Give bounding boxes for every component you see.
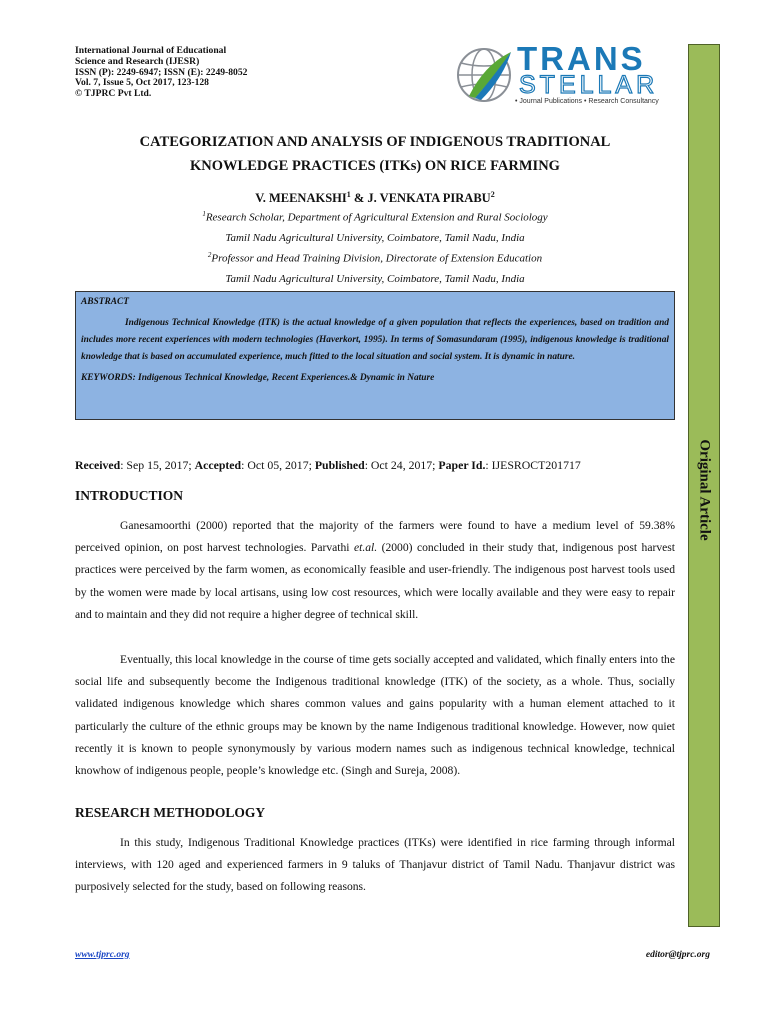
affiliation2-line1 (75, 251, 675, 265)
author1-sup: 1 (346, 190, 351, 199)
paper-id: : IJESROCT201717 (485, 458, 581, 472)
author2-name: & J. VENKATA PIRABU (350, 191, 491, 206)
paragraph-3: In this study, Indigenous Traditional Knowledge practices (ITKs) were identified in rice farming through informal interviews, with 120 aged and experienced farmers in 9 taluks of Thanjavur district of Tamil Nadu. Thanjavur district was purposively selected for the study, based on following reasons. (75, 836, 675, 894)
paper-title-line1: CATEGORIZATION AND ANALYSIS OF INDIGENOUS TRADITIONAL (139, 134, 611, 150)
logo-tagline: • Journal Publications • Research Consultancy (515, 98, 659, 105)
journal-name-line2: Science and Research (IJESR) (75, 55, 200, 67)
affiliation2-text: Professor and Head Training Division, Directorate of Extension Education (211, 252, 543, 265)
journal-info (75, 46, 247, 100)
footer-email: editor@tjprc.org (645, 950, 710, 960)
affiliation1-line2: Tamil Nadu Agricultural University, Coimbatore, Tamil Nadu, India (225, 232, 525, 244)
logo-word-trans: TRANS (517, 40, 646, 77)
globe-icon (455, 46, 513, 104)
paper-title-line2: KNOWLEDGE PRACTICES (ITKs) ON RICE FARMING (190, 158, 560, 174)
affiliation2-sup: 2 (207, 251, 212, 259)
received-date: : Sep 15, 2017; (120, 458, 195, 472)
author2-sup: 2 (490, 190, 495, 199)
published-date: : Oct 24, 2017; (364, 458, 439, 472)
journal-volume: Vol. 7, Issue 5, Oct 2017, 123-128 (75, 77, 209, 89)
paragraph-1-part-b: (2000) concluded in their study that, indigenous post harvest practices were perceived by the farm women, as economically feasible and user-friendly. The indigenous post harvest tools used by the women were made by local artisans, using low cost resources, which were locally available and they were easy to repair and to maintain and they did not require a higher degree of technical skill. (75, 541, 675, 621)
abstract-box (75, 291, 675, 420)
journal-name-line1: International Journal of Educational (75, 45, 227, 56)
logo-word-stellar: STELLAR (519, 71, 659, 99)
affiliation2-line2: Tamil Nadu Agricultural University, Coimbatore, Tamil Nadu, India (225, 273, 525, 285)
accepted-date: : Oct 05, 2017; (241, 458, 315, 472)
affiliation1-sup: 1 (202, 210, 206, 218)
journal-issn: ISSN (P): 2249-6947; ISSN (E): 2249-8052 (75, 66, 248, 78)
section-heading-introduction: INTRODUCTION (75, 488, 184, 503)
section-heading-methodology: RESEARCH METHODOLOGY (75, 805, 266, 820)
affiliation1-text: Research Scholar, Department of Agricultural Extension and Rural Sociology (205, 211, 548, 224)
paper-id-label: Paper Id. (438, 458, 486, 472)
abstract-heading: ABSTRACT (81, 297, 129, 307)
paragraph-1-etal: et.al. (353, 541, 378, 555)
original-article-label: Original Article (696, 439, 713, 541)
transstellar-logo (455, 40, 680, 112)
paragraph-1-part-a: Ganesamoorthi (2000) reported that the majority of the farmers were found to have a medium level of 59.38% perceived opinion, on post harvest technologies. Parvathi (75, 519, 675, 555)
abstract-keywords: KEYWORDS: Indigenous Technical Knowledge, Recent Experiences.& Dynamic in Nature (81, 373, 435, 383)
accepted-label: Accepted (194, 458, 242, 472)
journal-copyright: © TJPRC Pvt Ltd. (75, 88, 152, 100)
publication-dates (75, 458, 675, 473)
paragraph-1 (75, 515, 675, 626)
abstract-text: Indigenous Technical Knowledge (ITK) is the actual knowledge of a given population that reflects the experiences, based on tradition and includes more recent experiences with modern technologies (Haverkort, 1995). In terms of Somasundaram (1995), indigenous knowledge is traditional knowledge that is based on accumulated experience, much fitted to the local situation and social system. It is dynamic in nature. (81, 318, 669, 362)
received-label: Received (75, 458, 121, 472)
affiliation1-line1 (75, 210, 675, 224)
author1-name: V. MEENAKSHI (255, 191, 347, 206)
paragraph-2: Eventually, this local knowledge in the course of time gets socially accepted and validated, which finally enters into the social life and subsequently become the Indigenous traditional knowledge (ITK) of the society, as a whole. Thus, socially validated indigenous knowledge which shares common values and gains popularity with a human element attached to it particularly the culture of the ethnic groups may be known by the name Indigenous traditional knowledge. However, now quiet recently it is known to people synonymously by various modern names such as indigenous technical knowledge, technical knowhow of indigenous people, people’s knowledge etc. (Singh and Sureja, 2008). (75, 653, 675, 778)
published-label: Published (314, 458, 365, 472)
footer-website-link[interactable]: www.tjprc.org (75, 950, 130, 960)
authors (75, 190, 675, 206)
